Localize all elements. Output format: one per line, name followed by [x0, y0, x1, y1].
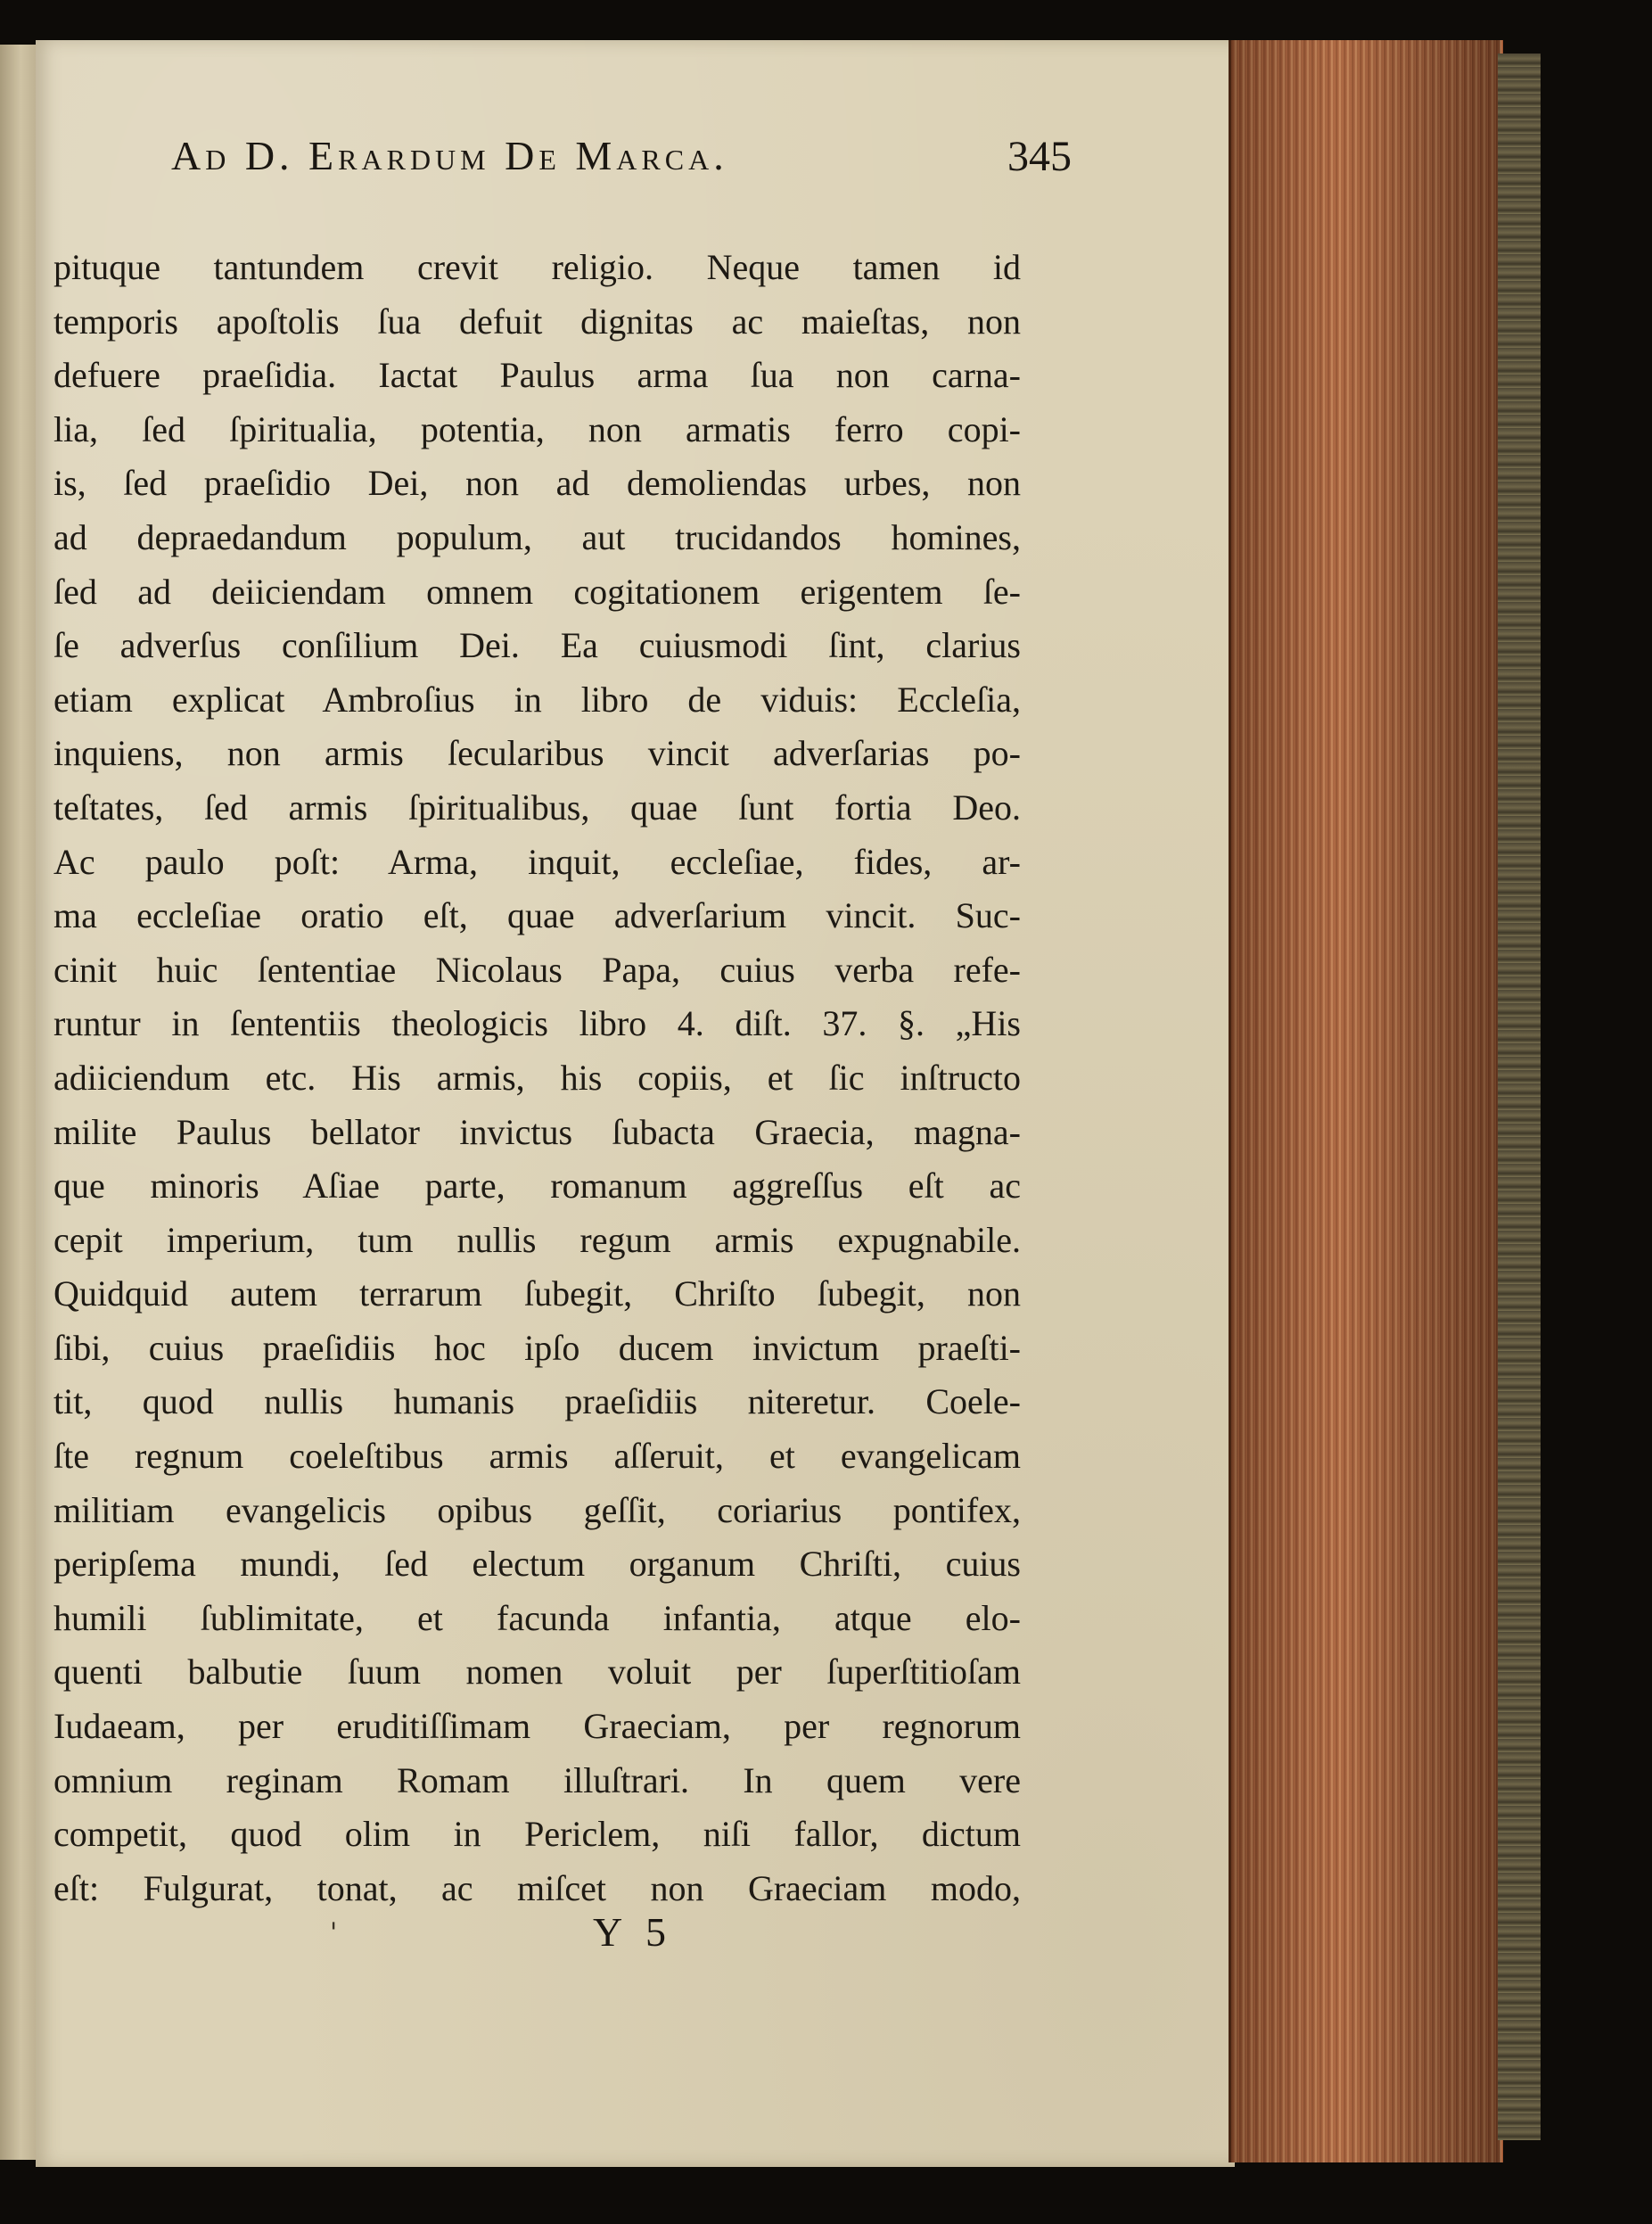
- text-line: milite Paulus bellator invictus ſubacta Graecia, magna-: [53, 1111, 1021, 1152]
- text-line: pituque tantundem crevit religio. Neque tamen id: [53, 247, 1021, 287]
- text-line: etiam explicat Ambroſius in libro de viduis: Eccleſia,: [53, 679, 1021, 720]
- page-block-shading: [1229, 40, 1500, 2162]
- text-line: runtur in ſententiis theologicis libro 4. diſt. 37. §. „His: [53, 1003, 1021, 1044]
- text-line: ma eccleſiae oratio eſt, quae adverſarium vincit. Suc-: [53, 895, 1021, 936]
- text-line: Quidquid autem terrarum ſubegit, Chriſto ſubegit, non: [53, 1273, 1021, 1314]
- text-line: ſibi, cuius praeſidiis hoc ipſo ducem invictum praeſti-: [53, 1327, 1021, 1368]
- previous-page-edge: [0, 45, 39, 2160]
- text-line: ad depraedandum populum, aut trucidandos homines,: [53, 516, 1021, 557]
- text-line: inquiens, non armis ſecularibus vincit adverſarias po-: [53, 733, 1021, 774]
- text-line: temporis apoſtolis ſua defuit dignitas ac maieſtas, non: [53, 301, 1021, 342]
- text-line: peripſema mundi, ſed electum organum Chriſti, cuius: [53, 1544, 1021, 1585]
- text-line: ſed ad deiiciendam omnem cogitationem erigentem ſe-: [53, 571, 1021, 612]
- text-line: defuere praeſidia. Iactat Paulus arma ſua non carna-: [53, 355, 1021, 396]
- text-line: competit, quod olim in Periclem, niſi fallor, dictum: [53, 1814, 1021, 1855]
- text-line: eſt: Fulgurat, tonat, ac miſcet non Graeciam modo,: [53, 1867, 1021, 1908]
- text-line: cepit imperium, tum nullis regum armis expugnabile.: [53, 1219, 1021, 1260]
- text-line: Ac paulo poſt: Arma, inquit, eccleſiae, fides, ar-: [53, 841, 1021, 882]
- text-line: teſtates, ſed armis ſpiritualibus, quae ſunt fortia Deo.: [53, 787, 1021, 828]
- text-line: lia, ſed ſpiritualia, potentia, non armatis ferro copi-: [53, 408, 1021, 449]
- running-head: [171, 125, 1072, 196]
- text-line: militiam evangelicis opibus geſſit, coriarius pontifex,: [53, 1489, 1021, 1530]
- body-text: [53, 241, 1021, 1915]
- signature-mark: Y 5: [593, 1909, 674, 1955]
- text-line: omnium reginam Romam illuſtrari. In quem vere: [53, 1759, 1021, 1800]
- text-line: Iudaeam, per eruditiſſimam Graeciam, per regnorum: [53, 1706, 1021, 1747]
- running-head-title: Ad D. Erardum De Marca.: [171, 133, 728, 178]
- text-line: humili ſublimitate, et facunda infantia, atque elo-: [53, 1597, 1021, 1638]
- text-line: ſe adverſus conſilium Dei. Ea cuiusmodi ſint, clarius: [53, 625, 1021, 666]
- text-line: tit, quod nullis humanis praeſidiis niteretur. Coele-: [53, 1381, 1021, 1422]
- text-line: adiiciendum etc. His armis, his copiis, et ſic inſtructo: [53, 1057, 1021, 1098]
- page-number: 345: [1007, 133, 1072, 180]
- text-line: que minoris Aſiae parte, romanum aggreſſus eſt ac: [53, 1166, 1021, 1207]
- text-line: cinit huic ſententiae Nicolaus Papa, cuius verba refe-: [53, 949, 1021, 990]
- text-line: is, ſed praeſidio Dei, non ad demoliendas urbes, non: [53, 463, 1021, 504]
- text-line: ſte regnum coeleſtibus armis aſſeruit, et evangelicam: [53, 1436, 1021, 1477]
- book-cover-edge: [1498, 54, 1541, 2140]
- text-line: quenti balbutie ſuum nomen voluit per ſuperſtitioſam: [53, 1652, 1021, 1693]
- gutter-mark: ': [330, 1917, 338, 1948]
